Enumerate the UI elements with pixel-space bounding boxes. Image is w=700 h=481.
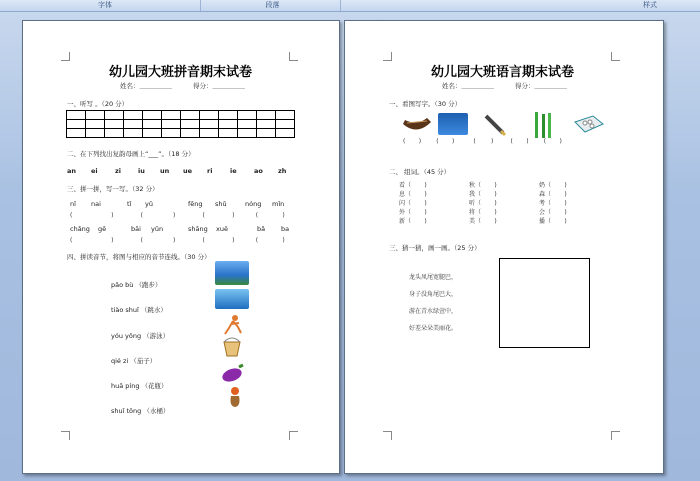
match-pinyin: shuǐ tǒng (111, 407, 142, 415)
word-close: ) (424, 182, 427, 189)
crop-mark-br (611, 431, 620, 440)
crop-mark-bl (61, 431, 70, 440)
font-group[interactable]: 字体 (10, 0, 201, 11)
pinyin-word: nóng (245, 200, 262, 208)
answer-paren-row: ( ) ( ) ( ) ( ) (70, 237, 286, 244)
match-pinyin: yóu yǒng (111, 332, 142, 340)
riddle-line: 龙头凤尾宽腿巴， (409, 274, 458, 281)
styles-group[interactable] (345, 0, 695, 11)
word-char: 息（ (399, 191, 412, 198)
crop-mark-tr (611, 52, 620, 61)
match-hanzi: （跑步） (135, 281, 162, 289)
word-close: ) (494, 191, 497, 198)
match-item (111, 331, 169, 340)
match-item (111, 305, 167, 314)
word-close: ) (564, 182, 567, 189)
ribbon-bar (0, 0, 700, 12)
match-hanzi: （花瓶） (141, 382, 168, 390)
right-page[interactable] (344, 20, 664, 474)
section-3-heading: 三、拼一拼，写一写。（32 分） (67, 185, 159, 193)
word-row (539, 198, 567, 207)
dictation-grid[interactable] (66, 110, 295, 138)
crop-mark-tr (289, 52, 298, 61)
sec2-item: ie (230, 167, 237, 175)
crop-mark-br (289, 431, 298, 440)
left-page[interactable] (22, 20, 340, 474)
sec2-item: zi (115, 167, 122, 175)
page-title: 幼儿园大班语言期末试卷 (431, 65, 575, 80)
match-pinyin: huā píng (111, 382, 140, 390)
section-1-heading: 一、听写 。（20 分） (67, 100, 129, 108)
sec2-item: ei (91, 167, 98, 175)
section-1-heading: 一、看图写字。（30 分） (389, 100, 462, 108)
diving-picture-icon (215, 289, 249, 309)
pinyin-word: bǎ (257, 225, 266, 233)
word-close: ) (494, 182, 497, 189)
pinyin-word: yǔn (151, 225, 164, 233)
score-label: 得分：＿＿＿＿＿ (193, 82, 245, 90)
word-char: 美（ (469, 218, 482, 225)
name-label: 姓名：＿＿＿＿＿ (120, 82, 172, 90)
word-char: 播（ (539, 218, 552, 225)
sec2-item: un (160, 167, 170, 175)
word-char: 考（ (539, 200, 552, 207)
sec2-item: an (67, 167, 77, 175)
word-row (539, 189, 567, 198)
section-2-heading: 二、 组词。（45 分） (389, 168, 451, 176)
word-close: ) (564, 218, 567, 225)
answer-paren-row: ( ) ( ) ( ) ( ) (70, 212, 286, 219)
sec2-item: ue (183, 167, 193, 175)
word-row (539, 216, 567, 225)
word-row (539, 207, 567, 216)
word-row (469, 189, 497, 198)
word-row (399, 207, 427, 216)
word-close: ) (494, 218, 497, 225)
match-pinyin: pǎo bù (111, 281, 134, 289)
vase-icon (226, 386, 244, 408)
match-hanzi: （跳水） (140, 306, 167, 314)
sec2-item: iu (138, 167, 145, 175)
pinyin-word: shāng (188, 225, 208, 233)
section-3-heading: 三、猜一猜，画一画。（25 分） (389, 244, 481, 252)
word-char: 闪（ (399, 200, 412, 207)
pinyin-word: nai (91, 200, 101, 208)
answer-paren-row: ( ) ( ) ( ) ( ) ( ) (403, 138, 562, 145)
page-title: 幼儿园大班拼音期末试卷 (109, 65, 253, 80)
eggs-tray-picture-icon (573, 114, 605, 136)
match-item (111, 280, 161, 289)
section-4-heading: 四、拼读音节，将图与相应的音节连线。（30 分） (67, 253, 211, 261)
pinyin-word: nǐ (70, 200, 76, 208)
word-char: 秋（ (469, 182, 482, 189)
word-char: 外（ (399, 209, 412, 216)
word-row (539, 180, 567, 189)
boat-picture-icon (401, 114, 433, 136)
word-row (399, 180, 427, 189)
word-close: ) (424, 200, 427, 207)
sec2-item: ao (254, 167, 263, 175)
crop-mark-bl (383, 431, 392, 440)
pinyin-word: xuě (216, 225, 228, 233)
cloud-picture-icon (438, 113, 468, 135)
word-char: 将（ (469, 209, 482, 216)
name-label: 姓名：＿＿＿＿＿ (442, 82, 494, 90)
drawing-box[interactable] (499, 258, 590, 348)
word-row (469, 207, 497, 216)
bucket-icon (221, 337, 243, 357)
running-picture-icon (215, 261, 249, 285)
match-hanzi: （茄子） (130, 357, 157, 365)
word-char: 新（ (399, 218, 412, 225)
score-label: 得分：＿＿＿＿＿ (515, 82, 567, 90)
match-hanzi: （水桶） (143, 407, 170, 415)
match-hanzi: （游泳） (143, 332, 170, 340)
bamboo-picture-icon (531, 112, 555, 138)
pinyin-word: yǔ (145, 200, 153, 208)
crop-mark-tl (61, 52, 70, 61)
word-row (469, 180, 497, 189)
section-2-heading: 二、在下列找出复韵母画上“___”。（18 分） (67, 150, 195, 158)
pen-picture-icon (483, 113, 507, 137)
word-close: ) (424, 209, 427, 216)
word-close: ) (424, 191, 427, 198)
pinyin-word: fēng (188, 200, 203, 208)
riddle-line: 身子没角尾巴大， (409, 291, 458, 298)
eggplant-icon (221, 363, 245, 383)
word-close: ) (494, 209, 497, 216)
match-item (111, 356, 156, 365)
match-pinyin: qié zi (111, 357, 129, 365)
word-char: 奶（ (539, 182, 552, 189)
word-row (399, 198, 427, 207)
pinyin-word: tǐ (127, 200, 132, 208)
word-char: 森（ (539, 191, 552, 198)
match-item (111, 381, 168, 390)
styles-label: 样式 (643, 1, 657, 9)
pinyin-word: chǎng (70, 225, 90, 233)
paragraph-group[interactable]: 段落 (205, 0, 341, 11)
pinyin-word: ba (281, 225, 290, 233)
sec2-item: ri (207, 167, 213, 175)
word-char: 听（ (469, 200, 482, 207)
word-row (399, 216, 427, 225)
riddle-line: 游在青水绿萱中， (409, 308, 458, 315)
word-row (469, 216, 497, 225)
word-close: ) (424, 218, 427, 225)
match-item (111, 406, 169, 415)
word-char: 会（ (539, 209, 552, 216)
crop-mark-tl (383, 52, 392, 61)
word-close: ) (564, 209, 567, 216)
word-close: ) (564, 191, 567, 198)
swimmer-icon (223, 314, 243, 336)
word-row (399, 189, 427, 198)
match-pinyin: tiào shuǐ (111, 306, 139, 314)
pinyin-word: mǐn (272, 200, 285, 208)
pinyin-word: shǔ (215, 200, 227, 208)
word-char: 我（ (469, 191, 482, 198)
sec2-item: zh (278, 167, 287, 175)
riddle-line: 好差朵朵美丽花。 (409, 325, 458, 332)
word-char: 看（ (399, 182, 412, 189)
word-close: ) (564, 200, 567, 207)
word-row (469, 198, 497, 207)
pinyin-word: bāi (131, 225, 141, 233)
pinyin-word: gē (98, 225, 107, 233)
word-close: ) (494, 200, 497, 207)
